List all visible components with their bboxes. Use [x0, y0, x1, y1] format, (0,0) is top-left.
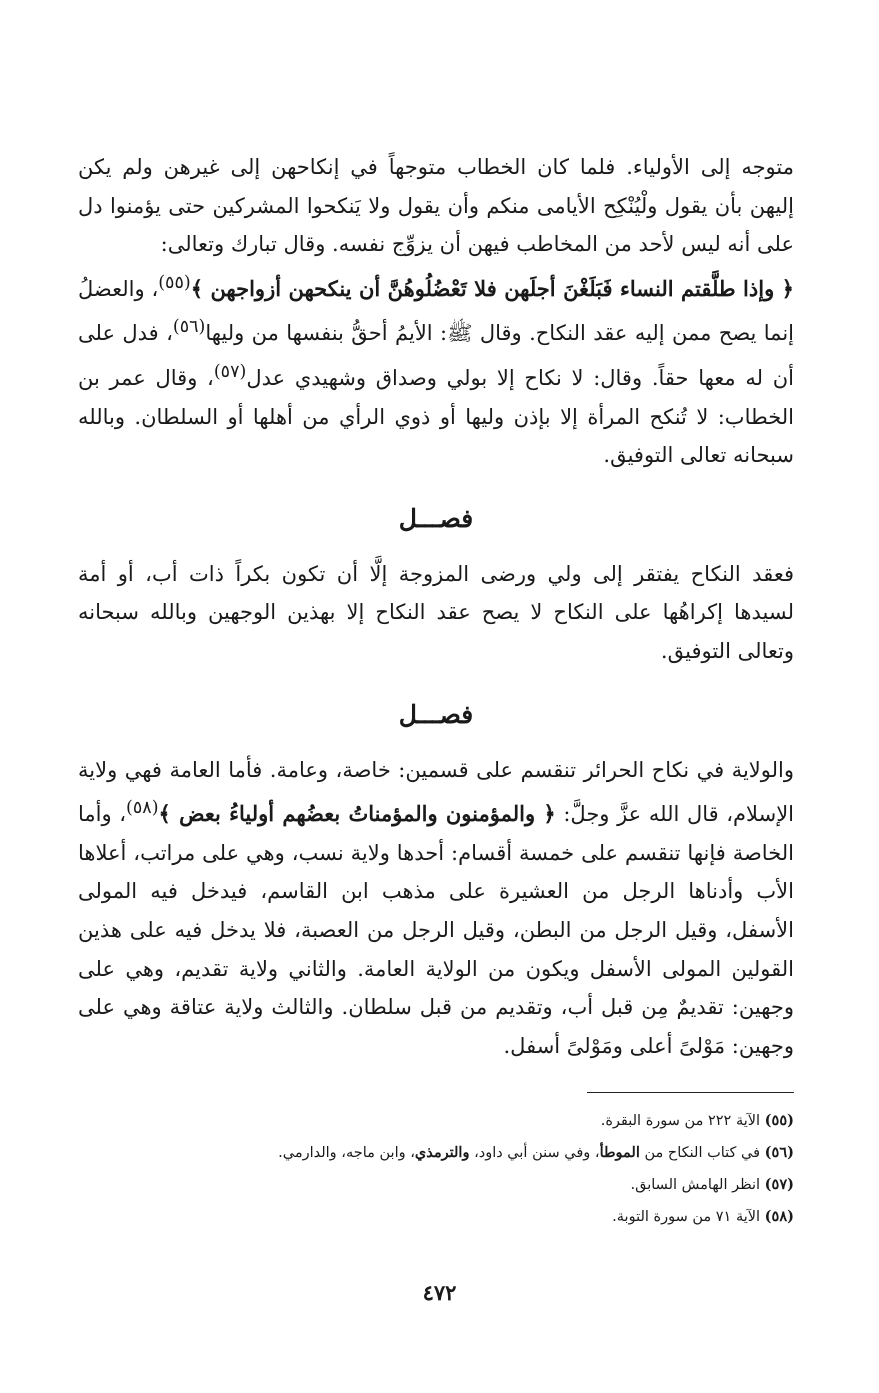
- paragraph-3: [78, 751, 794, 1066]
- footnote-55: [78, 1105, 794, 1137]
- footnote-source-tirmidhi: والترمذي: [414, 1144, 470, 1161]
- footnote-text: الآية ٢٢٢ من سورة البقرة.: [600, 1113, 761, 1129]
- footnote-ref-55[interactable]: (٥٥): [158, 272, 191, 293]
- footnote-ref-58[interactable]: (٥٨): [126, 798, 159, 819]
- footnote-text: انظر الهامش السابق.: [630, 1177, 761, 1193]
- footnote-number: (٥٥): [764, 1112, 794, 1129]
- quran-quote-2: ﴿ والمؤمنون والمؤمناتُ بعضُهم أولياءُ بعض ﴾: [158, 801, 556, 827]
- section-heading-2-text: فصـــل: [398, 699, 474, 729]
- page-number: ٤٧٢: [422, 1280, 457, 1305]
- footnote-ref-57[interactable]: (٥٧): [213, 361, 247, 382]
- paragraph-3-text-b: ، وأما الخاصة فإنها تنقسم على خمسة أقسام: أحدها ولاية نسب، وهي على مراتب، أعلاها الأب وأدناها الرجل من العشيرة على مذهب ابن القاسم، فيدخل فيه المولى الأسفل، وقيل الرجل من البطن، وقيل الرجل من العصبة، فلا يدخل فيه على هذين القولين المولى الأسفل ويكون من الولاية العامة. والثاني ولاية تقديم، وهي على وجهين: تقديمٌ مِن قبل أب، وتقديم من قبل سلطان. والثالث ولاية عتاقة وهي على وجهين: مَوْلىً أعلى ومَوْلىً أسفل.: [78, 802, 794, 1058]
- footnote-number: (٥٦): [764, 1144, 794, 1161]
- paragraph-1-text-a: متوجه إلى الأولياء. فلما كان الخطاب متوجهاً في إنكاحهن إلى غيرهن ولم يكن إليهن بأن يقول ولْيُنْكِح الأيامى منكم وأن يقول ولا يَنكحوا المشركين حتى يؤمنوا دل على أنه ليس لأحد من المخاطب فيهن أن يزوِّج نفسه. وقال تبارك وتعالى:: [78, 155, 794, 257]
- footnote-text: ، وابن ماجه، والدارمي.: [278, 1145, 415, 1161]
- footnote-number: (٥٧): [764, 1176, 794, 1193]
- paragraph-1-text-c: ، فدل على أن له معها حقاً. وقال: لا نكاح إلا بولي وصداق وشهيدي عدل: [78, 321, 794, 390]
- footnote-56: [78, 1137, 794, 1169]
- footnote-ref-56[interactable]: (٥٦): [172, 317, 206, 338]
- footnote-text: في كتاب النكاح من: [639, 1145, 761, 1161]
- section-heading-1-text: فصـــل: [398, 503, 474, 533]
- footnote-57: [78, 1169, 794, 1201]
- footnote-text: الآية ٧١ من سورة التوبة.: [612, 1209, 761, 1225]
- paragraph-1-text-d: ، وقال عمر بن الخطاب: لا تُنكح المرأة إلا بإذن وليها أو ذوي الرأي من أهلها أو السلطان. وبالله سبحانه تعالى التوفيق.: [78, 365, 794, 468]
- quran-quote-1: ﴿ وإذا طلَّقتم النساء فَبَلَغْنَ أجلَهن فلا تَعْضُلُوهُنَّ أن ينكحهن أزواجهن ﴾: [190, 275, 794, 301]
- section-heading-2: [78, 693, 794, 737]
- footnote-text: ، وفي سنن أبي داود،: [469, 1145, 600, 1161]
- paragraph-3-text-a: والولاية في نكاح الحرائر تنقسم على قسمين: خاصة، وعامة. فأما العامة فهي ولاية الإسلام، قال الله عزَّ وجلَّ:: [78, 757, 794, 827]
- paragraph-1: [78, 148, 794, 475]
- section-heading-1: [78, 497, 794, 541]
- paragraph-2-text: فعقد النكاح يفتقر إلى ولي ورضى المزوجة إلَّا أن تكون بكراً ذات أب، أو أمة لسيدها إكراهُها على النكاح لا يصح عقد النكاح إلا بهذين الوجهين وبالله سبحانه وتعالى التوفيق.: [78, 561, 794, 663]
- footnote-number: (٥٨): [764, 1208, 794, 1225]
- footnote-58: [78, 1201, 794, 1233]
- paragraph-1-text-b: ، والعضلُ إنما يصح ممن إليه عقد النكاح. وقال ﷺ: الأيمُ أحقُّ بنفسها من وليها: [78, 276, 795, 346]
- page-body: [78, 148, 794, 1065]
- footnote-source-muwatta: الموطأ: [599, 1144, 640, 1161]
- footnotes: [78, 1105, 794, 1233]
- footnote-divider: [587, 1092, 794, 1093]
- paragraph-2: [78, 555, 794, 671]
